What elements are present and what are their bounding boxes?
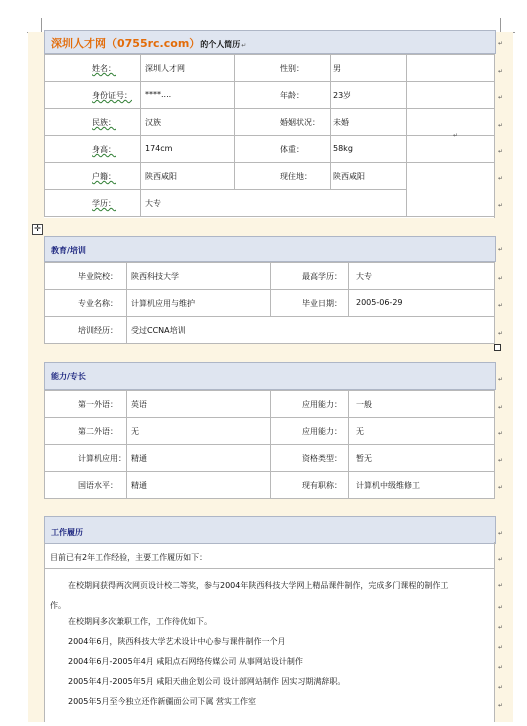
field-value: 23岁 [333, 91, 352, 100]
section-gap [44, 498, 495, 516]
work-history-line: 2005年5月至今独立还作新疆面公司下属 营实工作室 [68, 697, 256, 706]
grid-line [270, 417, 271, 444]
field-value: 计算机应用与维护 [131, 298, 195, 308]
grid-line [270, 289, 271, 316]
section-gap [44, 218, 495, 236]
grid-line [44, 289, 45, 316]
grid-line [494, 54, 495, 216]
grid-line [494, 262, 495, 289]
row-end-mark: ↵ [498, 556, 504, 563]
grid-line [348, 262, 349, 289]
row-end-mark: ↵ [498, 202, 504, 209]
grid-line [494, 316, 495, 343]
field-label: 婚姻状况： [280, 118, 320, 127]
field-label: 现有职称： [302, 480, 342, 490]
grid-line [270, 390, 271, 417]
field-value: 大专 [356, 271, 372, 281]
field-label: 学历： [92, 199, 116, 208]
grid-line [270, 444, 271, 471]
education-heading: 教育/培训 [51, 246, 86, 255]
table-resize-handle-icon[interactable] [494, 344, 501, 351]
table-border [44, 542, 45, 722]
field-label: 培训经历： [78, 325, 118, 335]
field-label: 应用能力： [302, 426, 342, 436]
grid-line [126, 417, 127, 444]
field-label: 户籍： [92, 172, 116, 181]
field-label: 性别： [280, 64, 304, 73]
field-label: 最高学历： [302, 271, 342, 281]
field-value: 未婚 [333, 118, 349, 127]
work-heading: 工作履历 [51, 528, 83, 537]
row-end-mark: ↵ [498, 624, 504, 631]
field-value: 计算机中级维修工 [356, 480, 420, 490]
grid-line [44, 54, 494, 55]
work-paragraph-line: 在校期间获得两次网页设计校二等奖，参与2004年陕西科技大学网上精品课件制作，完成多门课程的制作工 [68, 581, 449, 590]
field-value: 陕西咸阳 [145, 172, 177, 181]
grid-line [270, 262, 271, 289]
grid-line [140, 54, 141, 216]
grid-line [44, 498, 495, 499]
row-end-mark: ↵ [498, 644, 504, 651]
grid-line [44, 316, 45, 343]
resume-title: 深圳人才网（0755rc.com）的个人简历↵ [51, 37, 247, 50]
field-label: 现住地： [280, 172, 312, 181]
field-label: 身份证号： [92, 91, 132, 100]
work-history-line: 2004年6月，陕西科技大学艺术设计中心参与课件制作一个月 [68, 637, 286, 646]
section-gap [44, 344, 495, 362]
grid-line [44, 162, 494, 163]
field-label: 毕业日期： [302, 298, 342, 308]
field-label: 毕业院校： [78, 271, 118, 281]
grid-line [270, 471, 271, 498]
row-end-mark: ↵ [498, 40, 504, 47]
field-value: 一般 [356, 399, 372, 409]
field-value: 大专 [145, 199, 161, 208]
grid-line [126, 316, 127, 343]
grid-line [44, 390, 45, 417]
row-end-mark: ↵ [498, 94, 504, 101]
field-label: 身高： [92, 145, 116, 154]
row-end-mark: ↵ [498, 582, 504, 589]
field-label: 体重： [280, 145, 304, 154]
grid-line [126, 262, 127, 289]
grid-line [44, 316, 495, 317]
grid-line [126, 289, 127, 316]
grid-line [44, 262, 45, 289]
grid-line [126, 390, 127, 417]
field-label: 民族： [92, 118, 116, 127]
field-value: ****.... [145, 90, 172, 99]
row-end-mark: ↵ [498, 664, 504, 671]
grid-line [330, 54, 331, 189]
grid-line [348, 471, 349, 498]
page-corner-mark [500, 18, 515, 33]
work-history-line: 2004年6月-2005年4月 咸阳点石网络传媒公司 从事网站设计制作 [68, 657, 303, 666]
field-label: 计算机应用： [78, 453, 126, 463]
row-end-mark: ↵ [498, 684, 504, 691]
grid-line [406, 54, 407, 216]
ability-header [44, 362, 496, 390]
field-value: 汉族 [145, 118, 161, 127]
grid-line [44, 216, 495, 217]
work-history-line: 2005年4月-2005年5月 咸阳天曲企划公司 设计部网站制作 因实习期满辞职。 [68, 677, 346, 686]
grid-line [44, 135, 494, 136]
grid-line [348, 417, 349, 444]
work-summary: 目前已有2年工作经验，主要工作履历如下： [50, 553, 208, 562]
grid-line [44, 417, 45, 444]
row-end-mark: ↵ [498, 604, 504, 611]
resume-title-bar [44, 30, 496, 54]
ability-heading: 能力/专长 [51, 372, 86, 381]
field-label: 应用能力： [302, 399, 342, 409]
field-label: 专业名称： [78, 298, 118, 308]
grid-line [494, 471, 495, 498]
table-border [494, 542, 495, 722]
grid-line [348, 390, 349, 417]
grid-line [44, 444, 45, 471]
grid-line [348, 289, 349, 316]
row-end-mark: ↵ [498, 330, 504, 337]
grid-line [494, 417, 495, 444]
field-value: 暂无 [356, 453, 372, 463]
work-history-line: 在校期间多次兼职工作，工作待优如下。 [68, 617, 212, 626]
grid-line [44, 81, 494, 82]
field-value: 58kg [333, 144, 353, 153]
field-value: 无 [356, 426, 364, 436]
row-end-mark: ↵ [498, 530, 504, 537]
grid-line [44, 189, 406, 190]
grid-line [494, 216, 495, 218]
field-label: 姓名： [92, 64, 116, 73]
field-value: 2005-06-29 [356, 297, 403, 307]
row-end-mark: ↵ [498, 275, 504, 282]
field-value: 受过CCNA培训 [131, 325, 186, 335]
field-value: 男 [333, 64, 341, 73]
row-end-mark: ↵ [498, 376, 504, 383]
row-end-mark: ↵ [498, 122, 504, 129]
row-end-mark: ↵ [498, 246, 504, 253]
field-label: 第一外语： [78, 399, 118, 409]
grid-line [126, 471, 127, 498]
paragraph-mark: ↵ [453, 132, 459, 139]
field-value: 174cm [145, 144, 173, 153]
grid-line [494, 289, 495, 316]
row-end-mark: ↵ [498, 68, 504, 75]
education-header [44, 236, 496, 262]
page-corner-mark [27, 18, 42, 33]
field-value: 精通 [131, 480, 147, 490]
field-label: 资格类型： [302, 453, 342, 463]
grid-line [44, 108, 494, 109]
field-label: 第二外语： [78, 426, 118, 436]
grid-line [234, 54, 235, 189]
left-margin-band [28, 32, 44, 722]
field-value: 陕西咸阳 [333, 172, 365, 181]
field-value: 深圳人才网 [145, 64, 185, 73]
row-end-mark: ↵ [498, 175, 504, 182]
row-end-mark: ↵ [498, 457, 504, 464]
field-value: 无 [131, 426, 139, 436]
grid-line [44, 343, 495, 344]
resume-title-site: 深圳人才网（0755rc.com） [51, 37, 201, 50]
grid-line [494, 390, 495, 417]
table-move-handle-icon[interactable]: ✛ [32, 224, 43, 235]
resume-title-suffix: 的个人简历 [200, 40, 241, 49]
row-end-mark: ↵ [498, 430, 504, 437]
work-paragraph-line: 作。 [50, 601, 66, 610]
field-label: 年龄： [280, 91, 304, 100]
divider [44, 568, 495, 569]
grid-line [126, 444, 127, 471]
field-label: 国语水平： [78, 480, 118, 490]
row-end-mark: ↵ [498, 702, 504, 709]
field-value: 精通 [131, 453, 147, 463]
work-header [44, 516, 496, 544]
row-end-mark: ↵ [498, 404, 504, 411]
grid-line [494, 444, 495, 471]
row-end-mark: ↵ [498, 484, 504, 491]
field-value: 陕西科技大学 [131, 271, 179, 281]
grid-line [44, 54, 45, 216]
grid-line [348, 444, 349, 471]
field-value: 英语 [131, 399, 147, 409]
row-end-mark: ↵ [498, 302, 504, 309]
row-end-mark: ↵ [498, 148, 504, 155]
grid-line [44, 471, 45, 498]
